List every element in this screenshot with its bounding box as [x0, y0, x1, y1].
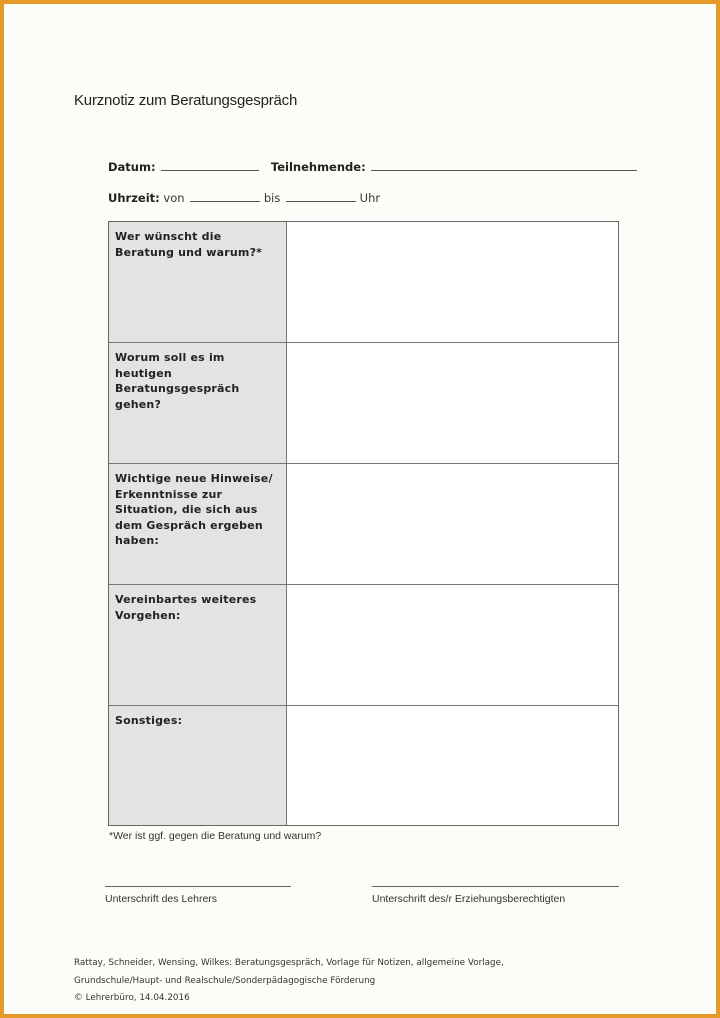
table-row	[109, 222, 618, 343]
table-row	[109, 585, 618, 706]
guardian-signature-line: Unterschrift des/r Erziehungsberechtigten	[372, 886, 619, 905]
answer-cell[interactable]	[287, 706, 618, 825]
table-row	[109, 706, 618, 825]
credits	[74, 955, 504, 1008]
footnote: *Wer ist ggf. gegen die Beratung und warum?	[109, 830, 322, 842]
question-cell: Worum soll es im heutigen Beratungsgespräch gehen?	[109, 343, 287, 463]
question-cell: Wer wünscht die Beratung und warum?*	[109, 222, 287, 342]
credits-line: Rattay, Schneider, Wensing, Wilkes: Beratungsgespräch, Vorlage für Notizen, allgemeine Vorlage,	[74, 958, 504, 968]
copyright-line: © Lehrerbüro, 14.04.2016	[74, 993, 190, 1003]
participants-label: Teilnehmende:	[270, 160, 366, 174]
consultation-table	[108, 221, 619, 826]
credits-line: Grundschule/Haupt- und Realschule/Sonderpädagogische Förderung	[74, 975, 376, 986]
date-field[interactable]	[161, 160, 259, 171]
answer-cell[interactable]	[287, 343, 618, 463]
table-row	[109, 464, 618, 585]
to-label: bis	[263, 191, 281, 205]
time-from-field[interactable]	[190, 191, 260, 202]
answer-cell[interactable]	[287, 222, 618, 342]
unit-label: Uhr	[359, 191, 381, 205]
date-participants-row	[108, 160, 628, 174]
time-to-field[interactable]	[286, 191, 356, 202]
table-row	[109, 343, 618, 464]
question-cell: Wichtige neue Hinweise/ Erkenntnisse zur Situation, die sich aus dem Gespräch ergeben haben:	[109, 464, 287, 584]
question-cell: Sonstiges:	[109, 706, 287, 825]
date-label: Datum:	[108, 160, 156, 174]
time-row	[108, 191, 380, 205]
answer-cell[interactable]	[287, 464, 618, 584]
participants-field[interactable]	[371, 160, 637, 171]
teacher-signature-line: Unterschrift des Lehrers	[105, 886, 291, 905]
page-title: Kurznotiz zum Beratungsgespräch	[74, 92, 298, 109]
from-label: von	[163, 191, 185, 205]
answer-cell[interactable]	[287, 585, 618, 705]
time-label: Uhrzeit:	[108, 191, 160, 205]
question-cell: Vereinbartes weiteres Vorgehen:	[109, 585, 287, 705]
